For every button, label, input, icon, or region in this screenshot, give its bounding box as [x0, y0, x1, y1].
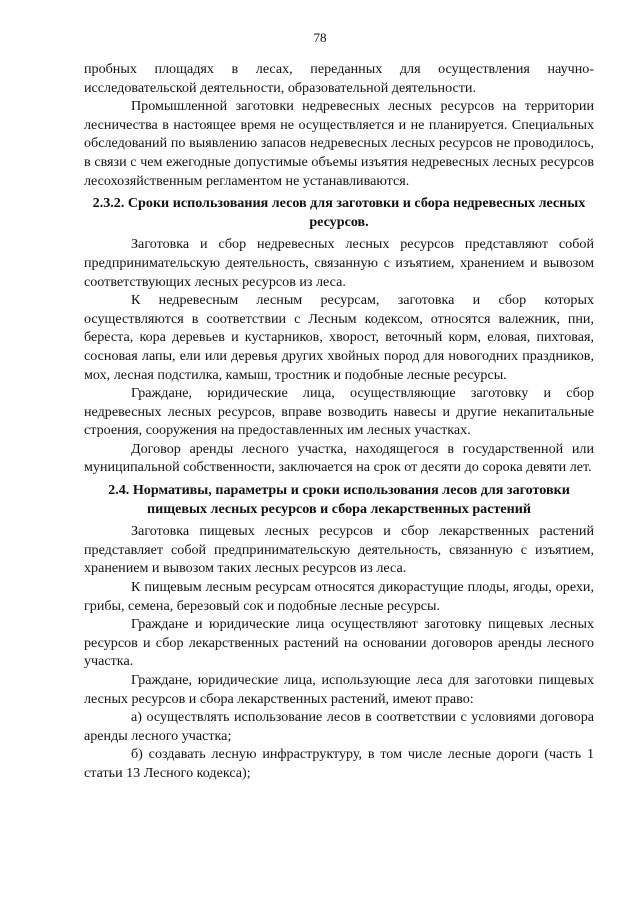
- paragraph-structures-rights: Граждане, юридические лица, осуществляющие заготовку и сбор недревесных лесных ресурсов, вправе возводить навесы и другие некапитальные строения, сооружения на предоставленных им лесных участках.: [84, 385, 594, 439]
- paragraph-non-timber-definition: Заготовка и сбор недревесных лесных ресурсов представляют собой предпринимательскую деятельность, связанную с изъятием, хранением и вывозом соответствующих лесных ресурсов из леса.: [84, 236, 594, 290]
- paragraph-food-resources-list: К пищевым лесным ресурсам относятся дикорастущие плоды, ягоды, орехи, грибы, семена, березовый сок и подобные лесные ресурсы.: [84, 579, 594, 614]
- paragraph-continuation: пробных площадях в лесах, переданных для осуществления научно-исследовательской деятельности, образовательной деятельности.: [84, 61, 594, 96]
- paragraph-lease-basis: Граждане и юридические лица осуществляют заготовку пищевых лесных ресурсов и сбор лекарственных растений на основании договоров аренды лесного участка.: [84, 616, 594, 670]
- list-item-b: б) создавать лесную инфраструктуру, в том числе лесные дороги (часть 1 статьи 13 Лесного кодекса);: [84, 746, 594, 781]
- section-heading-2-3-2: 2.3.2. Сроки использования лесов для заготовки и сбора недревесных лесных ресурсов.: [92, 195, 586, 230]
- section-heading-2-4: 2.4. Нормативы, параметры и сроки использования лесов для заготовки пищевых лесных ресурсов и сбора лекарственных растений: [108, 482, 570, 517]
- paragraph-lease-term: Договор аренды лесного участка, находящегося в государственной или муниципальной собственности, заключается на срок от десяти до сорока девяти лет.: [84, 440, 594, 476]
- paragraph-industrial-harvesting: Промышленной заготовки недревесных лесных ресурсов на территории лесничества в настоящее время не осуществляется и не планируется. Специальных обследований по выявлению запасов недревесных лесных ресурсов не проводилось, в связи с чем ежегодные допустимые объемы изъятия недревесных лесных ресурсов лесохозяйственным регламентом не устанавливаются.: [84, 98, 594, 189]
- paragraph-non-timber-list: К недревесным лесным ресурсам, заготовка и сбор которых осуществляются в соответствии с Лесным кодексом, относятся валежник, пни, береста, кора деревьев и кустарников, хворост, веточный корм, еловая, пихтовая, сосновая лапы, ели или деревья других хвойных пород для новогодних праздников, мох, лесная подстилка, камыш, тростник и подобные лесные ресурсы.: [84, 292, 594, 383]
- page-content: [84, 60, 594, 783]
- page-number: 78: [313, 30, 327, 45]
- paragraph-rights-intro: Граждане, юридические лица, использующие леса для заготовки пищевых лесных ресурсов и сбора лекарственных растений, имеют право:: [84, 672, 594, 707]
- list-item-a: а) осуществлять использование лесов в соответствии с условиями договора аренды лесного участка;: [84, 709, 594, 744]
- paragraph-food-resources-definition: Заготовка пищевых лесных ресурсов и сбор лекарственных растений представляет собой предпринимательскую деятельность, связанную с изъятием, хранением и вывозом таких лесных ресурсов из леса.: [84, 523, 594, 577]
